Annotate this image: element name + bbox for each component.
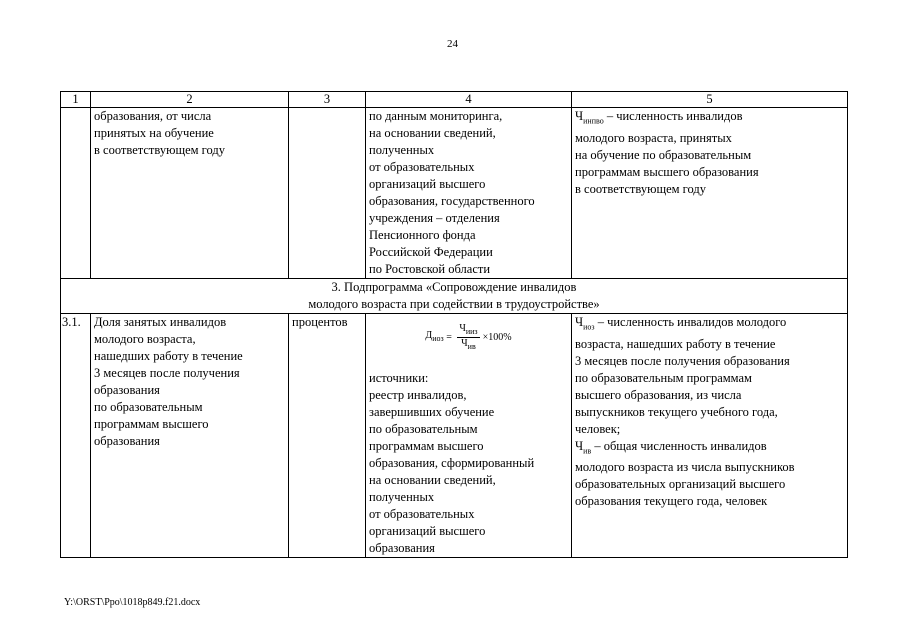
calc-method — [366, 314, 572, 558]
subprogram-row — [61, 279, 848, 314]
subprogram-line-2: молодого возраста при содействии в трудоустройстве» — [308, 297, 600, 311]
cont-cell-1 — [61, 108, 91, 279]
var-ch-ioz: $Ч_{иоз}$ — [575, 315, 595, 332]
var-ch-ioz-text: – численность инвалидов молодого возраста, нашедших работу в течение 3 месяцев после получения образования по образовательным программам высшего образования, из числа выпускников текущего учебного года, человек; — [575, 315, 790, 436]
var-ch-iv-text: – общая численность инвалидов молодого возраста из числа выпускников образовательных организаций высшего образования текущего года, человек — [575, 438, 795, 508]
formula-numerator: $Ч_{ииз}$ — [459, 322, 478, 336]
formula-lhs: $Д_{иоз}$ — [425, 330, 444, 343]
footer-file-path: Y:\ORST\Ppo\1018p849.f21.docx — [64, 597, 201, 608]
header-col-2: 2 — [91, 92, 289, 108]
header-col-5: 5 — [572, 92, 848, 108]
variables-description — [572, 314, 848, 558]
formula-fraction — [457, 323, 479, 352]
cont-cell-2: образования, от числа принятых на обучение в соответствующем году — [91, 108, 289, 279]
table-row — [61, 314, 848, 558]
formula-eq: = — [443, 331, 455, 343]
sources-text: источники: реестр инвалидов, завершивших обучение по образовательным программам высшего образования, сформированный на основании сведений, полученных от образовательных организаций высшего образования — [369, 371, 535, 555]
header-row — [61, 92, 848, 108]
var-ch-iv: $Ч_{ив}$ — [575, 438, 592, 455]
cont-cell-3 — [289, 108, 366, 279]
header-col-1: 1 — [61, 92, 91, 108]
formula — [369, 314, 568, 360]
cont-cell-4: по данным мониторинга, на основании сведений, полученных от образовательных организаций высшего образования, государственного учреждения – отделения Пенсионного фонда Российской Федерации по Ростовской области — [366, 108, 572, 279]
cont-col5-text: – численность инвалидов молодого возраста, принятых на обучение по образовательным программам высшего образования в соответствующем году — [575, 109, 759, 196]
formula-tail: ×100% — [482, 331, 512, 343]
var-ch-inpvo: $Ч_{инпво}$ — [575, 109, 604, 126]
header-col-4: 4 — [366, 92, 572, 108]
cont-cell-5 — [572, 108, 848, 279]
subprogram-title — [61, 279, 848, 314]
indicator-name: Доля занятых инвалидов молодого возраста, нашедших работу в течение 3 месяцев после получения образования по образовательным программам высшего образования — [91, 314, 289, 558]
indicator-table — [60, 91, 848, 558]
page-number: 24 — [447, 38, 458, 50]
row-number: 3.1. — [61, 314, 91, 558]
table-row — [61, 108, 848, 279]
unit: процентов — [289, 314, 366, 558]
formula-denominator: $Ч_{ив}$ — [461, 337, 476, 351]
subprogram-line-1: 3. Подпрограмма «Сопровождение инвалидов — [331, 280, 577, 294]
header-col-3: 3 — [289, 92, 366, 108]
